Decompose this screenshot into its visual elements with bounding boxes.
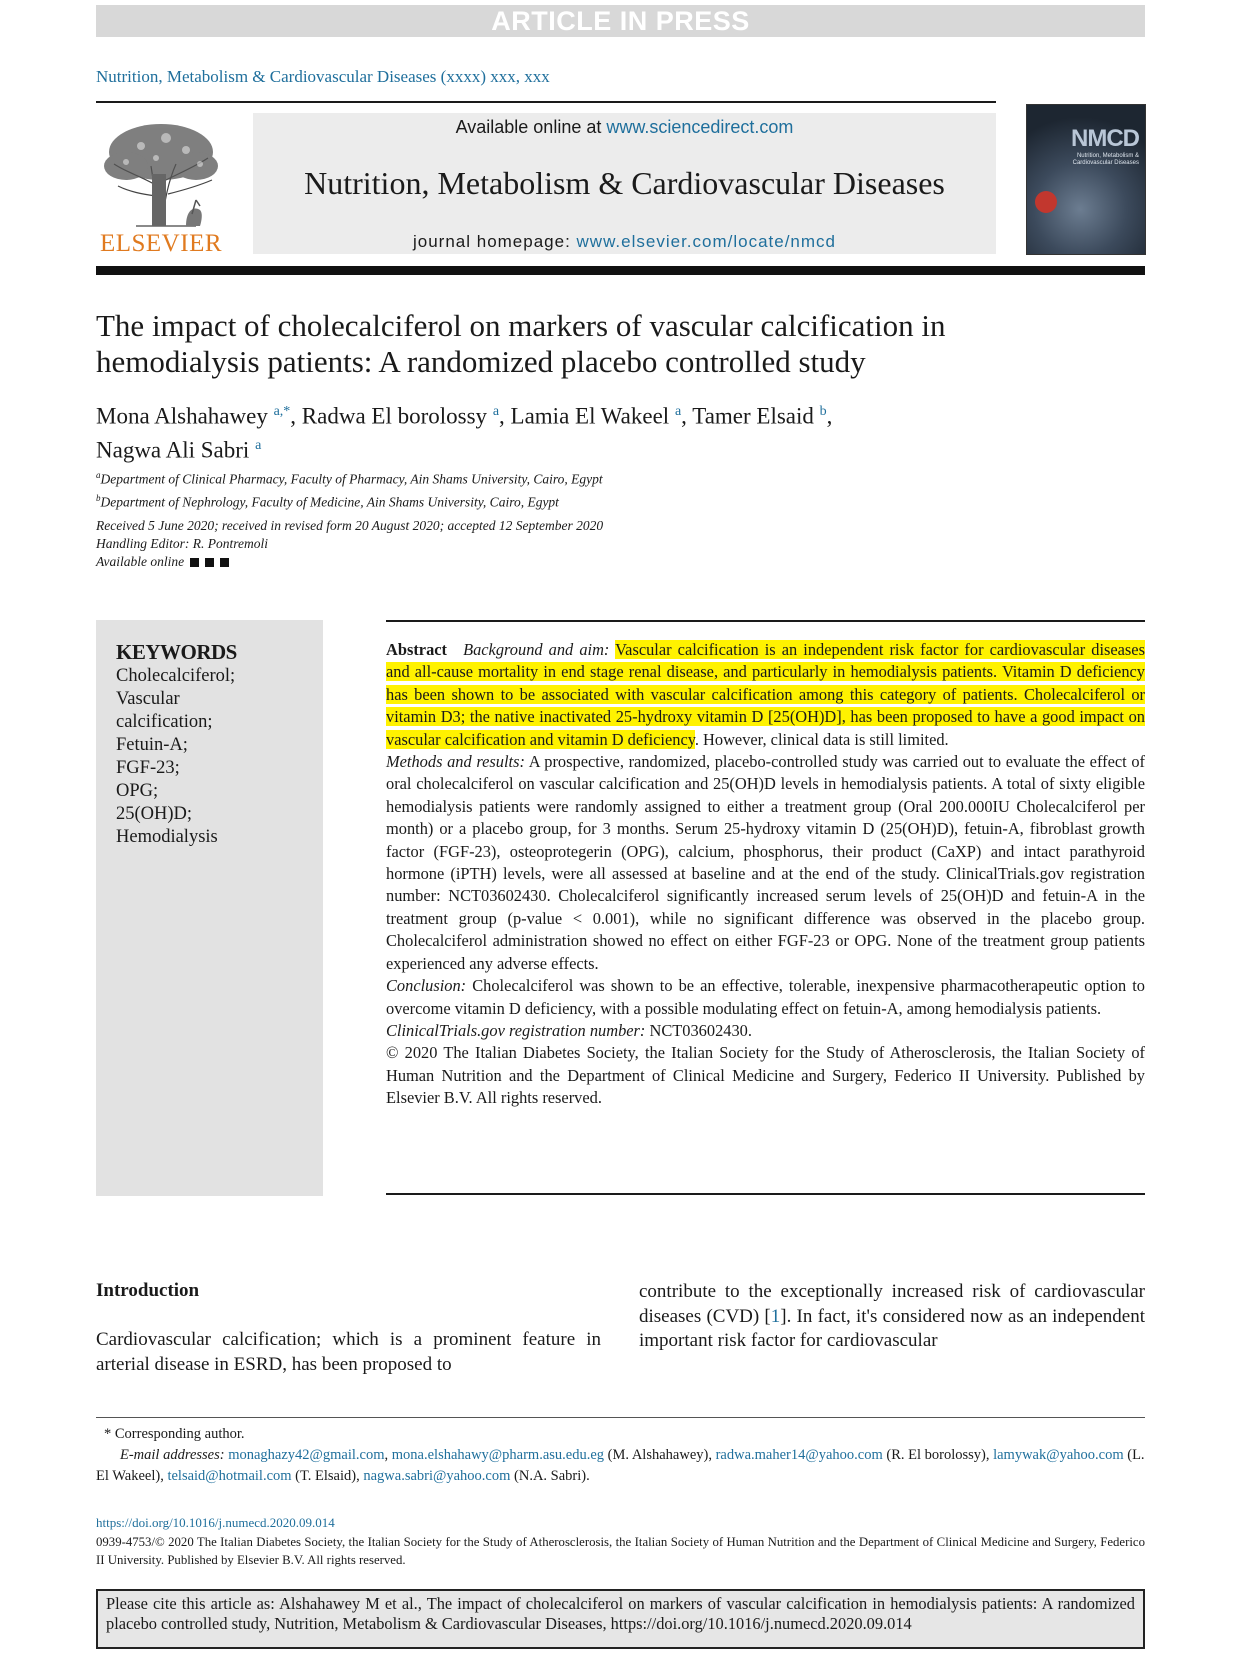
- keyword-item: FGF-23;: [116, 758, 180, 778]
- email-owner: ,: [384, 1447, 392, 1463]
- available-online: Available online at www.sciencedirect.com: [455, 117, 794, 137]
- cover-badge-icon: [1035, 191, 1057, 213]
- article-history: [96, 517, 603, 571]
- email-owner: (T. Elsaid),: [291, 1468, 364, 1484]
- author-affiliation-link[interactable]: a: [674, 404, 682, 419]
- email-link[interactable]: nagwa.sabri@yahoo.com: [363, 1468, 511, 1484]
- email-addresses: [96, 1445, 1145, 1487]
- header-thick-rule: [96, 266, 1145, 275]
- email-link[interactable]: radwa.maher14@yahoo.com: [715, 1447, 883, 1463]
- email-link[interactable]: mona.elshahawy@pharm.asu.edu.eg: [391, 1447, 605, 1463]
- keywords-heading: KEYWORDS: [116, 640, 237, 664]
- keyword-item: 25(OH)D;: [116, 804, 193, 824]
- handling-editor: Handling Editor: R. Pontremoli: [96, 536, 268, 551]
- abstract-copyright: © 2020 The Italian Diabetes Society, the Italian Society for the Study of Atherosclerosis, the Italian Society of Human Nutrition and the Department of Clinical Medicine and Surgery, Federico II University. Published by Elsevier B.V. All rights reserved.: [386, 1043, 1145, 1108]
- keyword-item: calcification;: [116, 712, 213, 732]
- author-name: Lamia El Wakeel: [510, 403, 675, 429]
- issn-copyright: 0939-4753/© 2020 The Italian Diabetes Society, the Italian Society for the Study of Atherosclerosis, the Italian Society of Human Nutrition and the Department of Clinical Medicine and Surgery, Federico II University. Published by Elsevier B.V. All rights reserved.: [96, 1535, 1145, 1567]
- affiliation-item: $^b$Department of Nephrology, Faculty of Medicine, Ain Shams University, Cairo, Egypt: [96, 492, 559, 509]
- methods-label: Methods and results:: [386, 752, 525, 772]
- keyword-item: Vascular: [116, 689, 180, 709]
- email-link[interactable]: lamywak@yahoo.com: [993, 1447, 1124, 1463]
- email-owner: (M. Alshahawey),: [604, 1447, 716, 1463]
- introduction-column-2: contribute to the exceptionally increased risk of cardiovascular diseases (CVD) [1]. In fact, it's considered now as an independent important risk factor for cardiovascular: [639, 1281, 1146, 1351]
- keywords-list: [116, 665, 323, 849]
- footnotes: [96, 1424, 1145, 1487]
- author-separator: ,: [826, 403, 833, 429]
- doi-link[interactable]: https://doi.org/10.1016/j.numecd.2020.09.014: [96, 1515, 335, 1530]
- journal-homepage: journal homepage: www.elsevier.com/locate/nmcd: [412, 232, 837, 251]
- highlighted-text: Vascular calcification is an independent risk factor for cardiovascular diseases and all-cause mortality in end stage renal disease, and particularly in hemodialysis patients. Vitamin D deficiency has been shown to be associated with vascular calcification among this category of patients. Cholecalciferol or vitamin D3; the native inactivated 25-hydroxy vitamin D [25(OH)D], has been proposed to have a good impact on vascular calcification and vitamin D deficiency: [386, 640, 1145, 749]
- citation-link[interactable]: 1: [770, 1305, 781, 1327]
- background-label: Background and aim:: [463, 640, 610, 659]
- article-title: The impact of cholecalciferol on markers of vascular calcification in hemodialysis patients: A randomized placebo controlled study: [96, 308, 946, 379]
- author-name: Mona Alshahawey: [96, 403, 274, 429]
- sciencedirect-link[interactable]: www.sciencedirect.com: [606, 117, 794, 137]
- author-separator: ,: [290, 403, 302, 429]
- email-owner: (N.A. Sabri).: [510, 1468, 590, 1484]
- elsevier-wordmark: ELSEVIER: [99, 230, 223, 257]
- abstract-heading: Abstract: [386, 640, 447, 659]
- email-link[interactable]: monaghazy42@gmail.com: [228, 1447, 385, 1463]
- journal-title: Nutrition, Metabolism & Cardiovascular Diseases: [304, 165, 945, 201]
- affiliation-item: $^a$Department of Clinical Pharmacy, Faculty of Pharmacy, Ain Shams University, Cairo, Egypt: [96, 470, 603, 487]
- corresponding-author: * Corresponding author.: [104, 1426, 245, 1442]
- keyword-item: OPG;: [116, 781, 159, 801]
- journal-masthead: [253, 113, 996, 254]
- keyword-item: Hemodialysis: [116, 827, 218, 847]
- email-label: E-mail addresses:: [120, 1447, 229, 1463]
- email-link[interactable]: telsaid@hotmail.com: [167, 1468, 292, 1484]
- footnote-rule: [96, 1417, 1145, 1418]
- affiliations: [96, 466, 603, 511]
- abstract-methods: Methods and results: A prospective, randomized, placebo-controlled study was carried out to evaluate the effect of oral cholecalciferol on vascular calcification and 25(OH)D levels in hemodialysis patients. A total of sixty eligible hemodialysis patients were randomly assigned to either a treatment group (Oral 200.000IU Cholecalciferol per month) or a placebo group, for 3 months. Serum 25-hydroxy vitamin D (25(OH)D), fetuin-A, fibroblast growth factor (FGF-23), osteoprotegerin (OPG), calcium, phosphorus, their product (CaXP) and intact parathyroid hormone (iPTH) levels, were all assessed at baseline and at the end of the study. ClinicalTrials.gov registration number: NCT03602430. Cholecalciferol significantly increased serum levels of 25(OH)D and fetuin-A in the treatment group (p-value < 0.001), while no significant difference was observed in the placebo group. Cholecalciferol administration showed no effect on either FGF-23 or OPG. None of the treatment group patients experienced any adverse effects.: [386, 752, 1145, 973]
- introduction-column-1: Cardiovascular calcification; which is a prominent feature in arterial disease in ESRD, has been proposed to: [96, 1329, 601, 1375]
- author-name: Tamer Elsaid: [692, 403, 820, 429]
- abstract-background: Abstract Background and aim: Vascular calcification is an independent risk factor for cardiovascular diseases and all-cause mortality in end stage renal disease, and particularly in hemodialysis patients. Vitamin D deficiency has been shown to be associated with vascular calcification among this category of patients. Cholecalciferol or vitamin D3; the native inactivated 25-hydroxy vitamin D [25(OH)D], has been proposed to have a good impact on vascular calcification and vitamin D deficiency. However, clinical data is still limited.: [386, 640, 1145, 749]
- trial-label: ClinicalTrials.gov registration number:: [386, 1020, 646, 1040]
- author-name: Radwa El borolossy: [301, 403, 493, 429]
- author-list: [96, 397, 1056, 464]
- available-online-date: Available online: [96, 553, 603, 571]
- abstract-trial: ClinicalTrials.gov registration number: NCT03602430.: [386, 1020, 752, 1040]
- conclusion-label: Conclusion:: [386, 976, 467, 996]
- cover-subtitle: Nutrition, Metabolism & Cardiovascular Diseases: [1072, 153, 1139, 166]
- introduction-heading: Introduction: [96, 1280, 200, 1301]
- email-owner: (R. El borolossy),: [882, 1447, 994, 1463]
- author-affiliation-link[interactable]: a: [492, 404, 500, 419]
- journal-cover-image: [1026, 104, 1146, 255]
- email-owner: (L. El Wakeel),: [96, 1447, 1145, 1484]
- keyword-item: Fetuin-A;: [116, 735, 188, 755]
- abstract-bottom-rule: [386, 1193, 1145, 1195]
- abstract: [386, 639, 1145, 1110]
- abstract-conclusion: Conclusion: Cholecalciferol was shown to be an effective, tolerable, inexpensive pharmacotherapeutic option to overcome vitamin D deficiency, with a possible modulating effect on fetuin-A, among hemodialysis patients.: [386, 976, 1145, 1018]
- author-affiliation-link[interactable]: a,*: [273, 404, 291, 419]
- abstract-top-rule: [386, 620, 1145, 622]
- article-in-press-banner: ARTICLE IN PRESS: [96, 5, 1145, 37]
- author-affiliation-link[interactable]: b: [819, 404, 827, 419]
- keyword-item: Cholecalciferol;: [116, 666, 236, 686]
- journal-reference-link[interactable]: Nutrition, Metabolism & Cardiovascular Diseases (xxxx) xxx, xxx: [96, 67, 550, 86]
- received-dates: Received 5 June 2020; received in revised form 20 August 2020; accepted 12 September 2020: [96, 518, 604, 533]
- cover-title: NMCD: [1071, 125, 1139, 152]
- keywords-box: [96, 620, 323, 1196]
- author-separator: ,: [681, 403, 693, 429]
- author-name: Nagwa Ali Sabri: [96, 437, 256, 463]
- homepage-link[interactable]: www.elsevier.com/locate/nmcd: [576, 232, 837, 251]
- author-affiliation-link[interactable]: a: [255, 437, 262, 453]
- citation-box: Please cite this article as: Alshahawey M et al., The impact of cholecalciferol on markers of vascular calcification in hemodialysis patients: A randomized placebo controlled study, Nutrition, Metabolism & Cardiovascular Diseases, https://doi.org/10.1016/j.numecd.2020.09.014: [96, 1589, 1145, 1649]
- header-rule: [96, 101, 996, 103]
- author-separator: ,: [499, 403, 511, 429]
